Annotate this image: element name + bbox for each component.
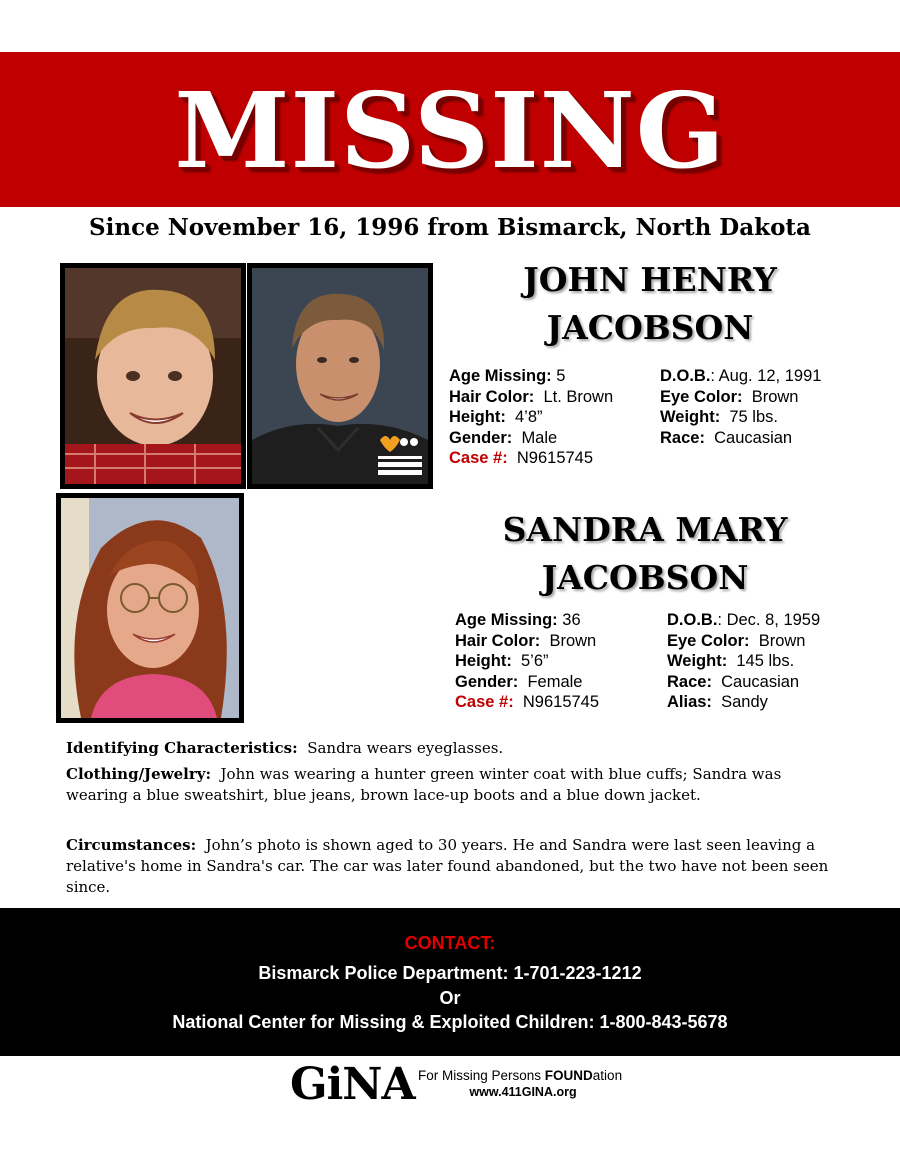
john-child-photo: [60, 263, 246, 489]
contact-or: Or: [439, 988, 461, 1008]
john-weight: Weight: 75 lbs.: [660, 408, 778, 426]
banner-title: MISSING: [174, 69, 726, 192]
john-facts-left: [449, 366, 613, 469]
john-name: [445, 256, 855, 352]
sandra-alias: Alias: Sandy: [667, 693, 768, 711]
sandra-race: Race: Caucasian: [667, 672, 800, 691]
john-age-progressed-photo: [247, 263, 433, 489]
john-facts-right: [660, 366, 821, 448]
sandra-case-number: Case #: N9615745: [455, 693, 600, 711]
contact-ncmec: National Center for Missing & Exploited Children: 1-800-843-5678: [172, 1012, 728, 1032]
sandra-facts-right: [667, 610, 820, 713]
john-first-name: JOHN HENRY: [523, 260, 777, 299]
footer: [0, 1056, 900, 1165]
john-height: Height: 4’8”: [449, 408, 543, 426]
missing-since-line: Since November 16, 1996 from Bismarck, North Dakota: [89, 214, 811, 241]
circumstances: Circumstances: John’s photo is shown aged to 30 years. He and Sandra were last seen leaving a relative's home in Sandra's car. The car was later found abandoned, but the two have not been seen since.: [66, 836, 829, 896]
john-dob: D.O.B.: Aug. 12, 1991: [660, 367, 822, 385]
gina-url: www.411GINA.org: [469, 1085, 577, 1099]
john-eye-color: Eye Color: Brown: [660, 387, 799, 406]
sandra-facts-left: [455, 610, 599, 713]
gina-tagline: For Missing Persons FOUNDation: [418, 1068, 623, 1083]
sandra-age-missing: Age Missing: 36: [455, 611, 581, 629]
john-age-missing: Age Missing: 5: [449, 367, 566, 385]
john-hair-color: Hair Color: Lt. Brown: [449, 387, 614, 406]
sandra-hair-color: Hair Color: Brown: [455, 631, 597, 650]
identifying-characteristics: Identifying Characteristics: Sandra wears eyeglasses.: [66, 739, 504, 757]
john-race: Race: Caucasian: [660, 428, 793, 447]
sandra-name: [440, 506, 850, 602]
sandra-gender: Gender: Female: [455, 672, 583, 691]
sandra-last-name: JACOBSON: [541, 558, 749, 597]
clothing-jewelry: Clothing/Jewelry: John was wearing a hunter green winter coat with blue cuffs; Sandra was wearing a blue sweatshirt, blue jeans, brown lace-up boots and a blue down jacket.: [66, 765, 782, 804]
missing-banner: [0, 52, 900, 207]
contact-police: Bismarck Police Department: 1-701-223-1212: [258, 963, 642, 983]
contact-panel: [0, 908, 900, 1056]
contact-title: CONTACT:: [404, 933, 496, 953]
sandra-weight: Weight: 145 lbs.: [667, 652, 795, 670]
sandra-photo: [56, 493, 244, 723]
john-case-number: Case #: N9615745: [449, 449, 594, 467]
sandra-dob: D.O.B.: Dec. 8, 1959: [667, 611, 821, 629]
sandra-first-name: SANDRA MARY: [502, 510, 788, 549]
sandra-eye-color: Eye Color: Brown: [667, 631, 806, 650]
john-last-name: JACOBSON: [546, 308, 754, 347]
john-gender: Gender: Male: [449, 428, 558, 447]
gina-logo: GiNA: [290, 1059, 415, 1110]
sandra-height: Height: 5’6”: [455, 652, 549, 670]
